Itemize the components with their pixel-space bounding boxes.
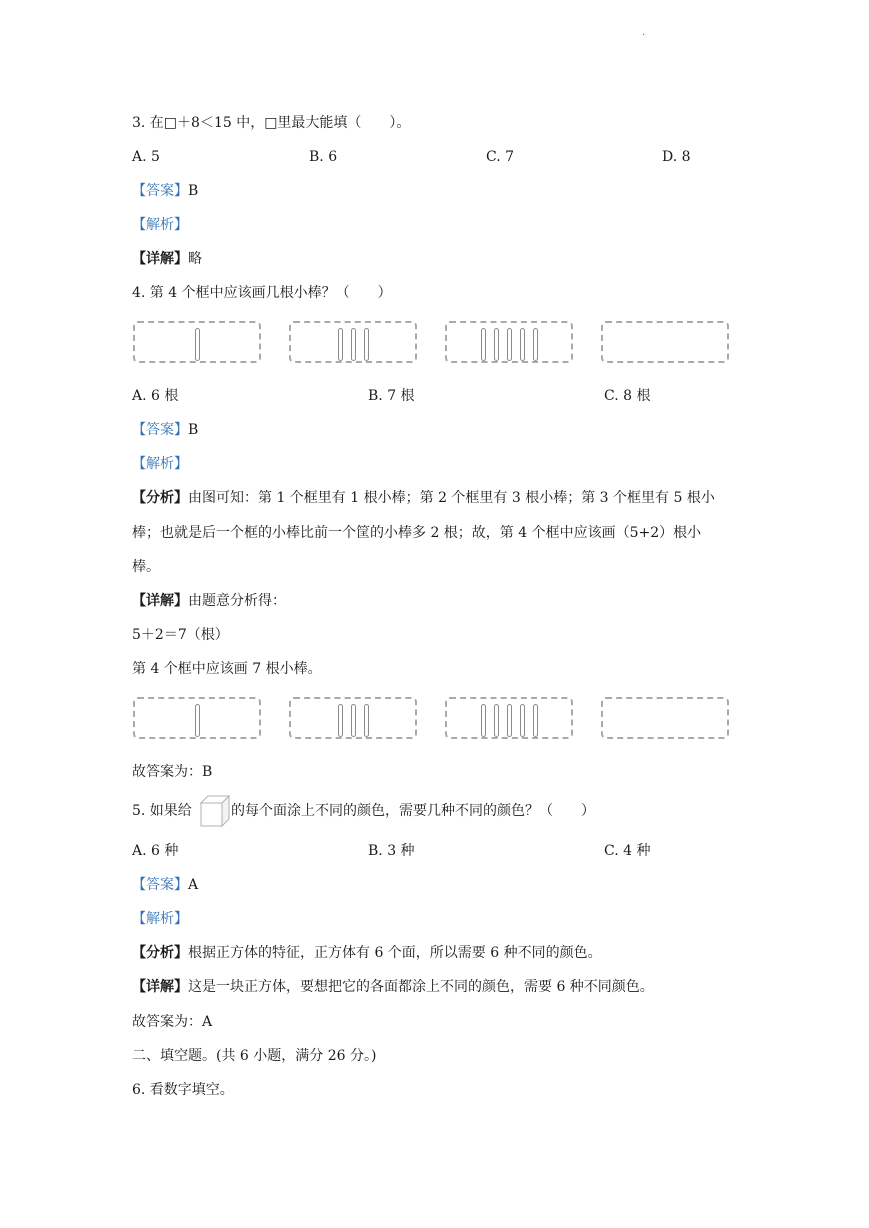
q4-option-b: B. 7 根 [368, 388, 415, 404]
q3-option-b: B. 6 [309, 149, 338, 165]
q3-analysis-tag: 【解析】 [132, 217, 188, 233]
q3-answer-tag: 【答案】 [132, 183, 188, 199]
stick-box [445, 321, 573, 363]
q4-fenxi-line-1 [132, 489, 715, 507]
q3-detail-tag: 【详解】 [132, 251, 188, 267]
q5-option-c: C. 4 种 [604, 843, 651, 859]
stick [507, 328, 512, 361]
stick-box [601, 321, 729, 363]
cube-icon [200, 795, 230, 827]
q3-option-a: A. 5 [132, 149, 160, 165]
q4-final: 故答案为：B [132, 764, 213, 780]
q4-detail [132, 592, 286, 610]
q5-option-a: A. 6 种 [132, 843, 179, 859]
stick [364, 328, 369, 361]
section-2-title: 二、填空题。(共 6 小题，满分 26 分。) [132, 1048, 377, 1064]
q4-option-c: C. 8 根 [604, 388, 651, 404]
stick-box [289, 321, 417, 363]
q4-stem: 4. 第 4 个框中应该画几根小棒？（ ） [132, 285, 392, 301]
q5-detail-text: 这是一块正方体，要想把它的各面都涂上不同的颜色，需要 6 种不同颜色。 [188, 979, 654, 995]
q5-fenxi-tag: 【分析】 [132, 945, 188, 961]
q4-analysis-tag: 【解析】 [132, 456, 188, 472]
q4-detail-tag: 【详解】 [132, 593, 188, 609]
q6-stem: 6. 看数字填空。 [132, 1082, 234, 1098]
q3-detail [132, 250, 202, 268]
q5-stem-after: 的每个面涂上不同的颜色，需要几种不同的颜色？（ ） [231, 803, 595, 819]
stick [533, 328, 538, 361]
stick [338, 328, 343, 361]
q5-fenxi-text: 根据正方体的特征，正方体有 6 个面，所以需要 6 种不同的颜色。 [188, 945, 602, 961]
q4-fenxi-line-3: 棒。 [132, 559, 160, 575]
q3-stem: 3. 在□＋8＜15 中，□里最大能填（ ）。 [132, 115, 411, 131]
q3-option-d: D. 8 [662, 149, 691, 165]
stick [364, 704, 369, 737]
q5-answer-value: A [188, 877, 199, 893]
q4-calculation: 5＋2＝7（根） [132, 627, 229, 643]
stick [533, 704, 538, 737]
stick [351, 704, 356, 737]
q5-option-b: B. 3 种 [368, 843, 415, 859]
q4-answer-value: B [188, 422, 199, 438]
q4-detail-text: 由题意分析得： [188, 593, 286, 609]
stick [520, 328, 525, 361]
q4-answer-tag: 【答案】 [132, 422, 188, 438]
stick [520, 704, 525, 737]
q5-fenxi [132, 944, 602, 962]
stick [494, 328, 499, 361]
q5-detail [132, 978, 654, 996]
stick [507, 704, 512, 737]
stick [494, 704, 499, 737]
stick-box [133, 697, 261, 739]
q4-conclusion: 第 4 个框中应该画 7 根小棒。 [132, 661, 322, 677]
q5-final: 故答案为：A [132, 1014, 213, 1030]
stick [481, 704, 486, 737]
q4-fenxi-tag: 【分析】 [132, 490, 188, 506]
q5-answer-tag: 【答案】 [132, 877, 188, 893]
stick [338, 704, 343, 737]
stick [351, 328, 356, 361]
stick [481, 328, 486, 361]
q3-detail-text: 略 [188, 251, 202, 267]
q4-answer [132, 421, 198, 439]
stick-box [133, 321, 261, 363]
q3-answer-value: B [188, 183, 199, 199]
stick-box [601, 697, 729, 739]
stick-box [289, 697, 417, 739]
q4-fenxi-line-2: 棒；也就是后一个框的小棒比前一个筐的小棒多 2 根；故，第 4 个框中应该画（5+2）根小 [132, 525, 702, 541]
q3-answer [132, 182, 198, 200]
q5-answer [132, 876, 198, 894]
q4-option-a: A. 6 根 [132, 388, 179, 404]
q5-stem-before: 5. 如果给 [132, 803, 192, 819]
q3-option-c: C. 7 [486, 149, 515, 165]
page-dot: · [642, 30, 646, 41]
q5-analysis-tag: 【解析】 [132, 911, 188, 927]
q4-fenxi-text-1: 由图可知：第 1 个框里有 1 根小棒；第 2 个框里有 3 根小棒；第 3 个框里有 5 根小 [188, 490, 715, 506]
stick [195, 704, 200, 737]
q5-detail-tag: 【详解】 [132, 979, 188, 995]
stick [195, 328, 200, 361]
stick-box [445, 697, 573, 739]
